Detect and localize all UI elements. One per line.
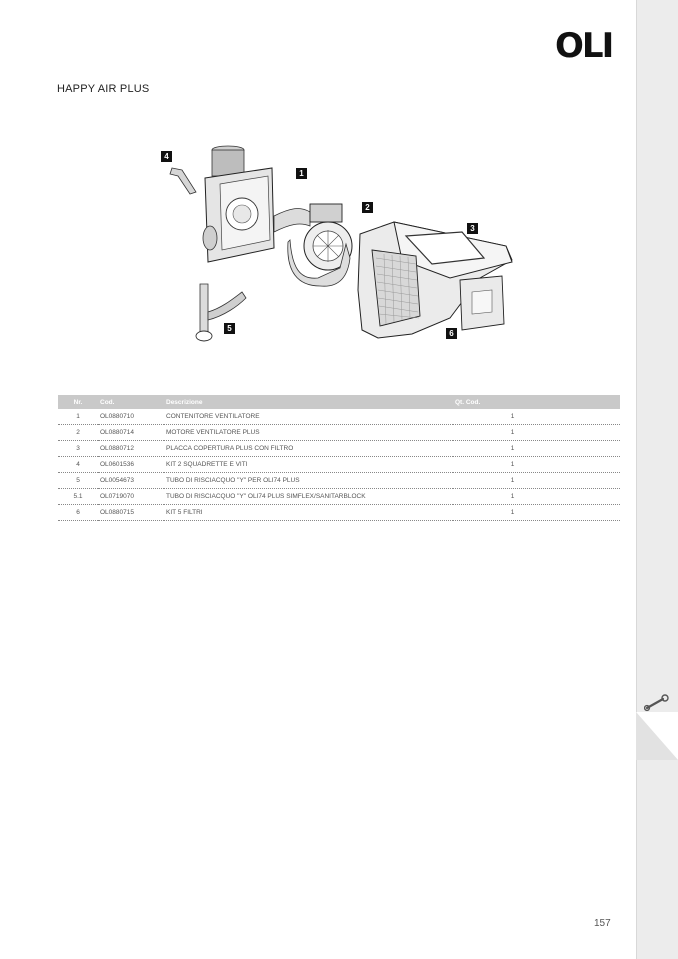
cell-nr: 5.1 — [58, 489, 98, 505]
cell-qt: 1 — [453, 425, 620, 441]
table-row — [58, 409, 620, 425]
cell-qt: 1 — [453, 409, 620, 425]
cell-cod: OL0880714 — [98, 425, 164, 441]
table-row — [58, 489, 620, 505]
cell-nr: 1 — [58, 409, 98, 425]
callout-4: 4 — [161, 151, 172, 162]
cell-cod: OL0719070 — [98, 489, 164, 505]
wrench-icon — [644, 694, 670, 712]
callout-3: 3 — [467, 223, 478, 234]
exploded-drawing — [150, 140, 530, 350]
callout-2: 2 — [362, 202, 373, 213]
table-row — [58, 505, 620, 521]
table-row — [58, 425, 620, 441]
cell-qt: 1 — [453, 457, 620, 473]
cell-cod: OL0880710 — [98, 409, 164, 425]
callout-5: 5 — [224, 323, 235, 334]
cell-desc: KIT 2 SQUADRETTE E VITI — [164, 457, 453, 473]
cell-cod: OL0880715 — [98, 505, 164, 521]
col-header-qt: Qt. Cod. — [453, 395, 620, 409]
col-header-desc: Descrizione — [164, 395, 453, 409]
col-header-nr: Nr. — [58, 395, 98, 409]
table-row — [58, 441, 620, 457]
callout-6: 6 — [446, 328, 457, 339]
table-row — [58, 473, 620, 489]
page-title: HAPPY AIR PLUS — [57, 83, 150, 95]
cell-desc: CONTENITORE VENTILATORE — [164, 409, 453, 425]
cell-nr: 2 — [58, 425, 98, 441]
cell-cod: OL0880712 — [98, 441, 164, 457]
parts-table — [58, 395, 620, 521]
cell-desc: TUBO DI RISCIACQUO "Y" PER OLI74 PLUS — [164, 473, 453, 489]
col-header-cod: Cod. — [98, 395, 164, 409]
exploded-diagram — [150, 140, 530, 350]
cell-desc: PLACCA COPERTURA PLUS CON FILTRO — [164, 441, 453, 457]
cell-cod: OL0054673 — [98, 473, 164, 489]
page-fold-corner — [636, 712, 678, 760]
cell-desc: KIT 5 FILTRI — [164, 505, 453, 521]
brand-logo: OLI — [555, 26, 613, 66]
cell-nr: 4 — [58, 457, 98, 473]
cell-desc: MOTORE VENTILATORE PLUS — [164, 425, 453, 441]
cell-nr: 5 — [58, 473, 98, 489]
cell-qt: 1 — [453, 473, 620, 489]
cell-qt: 1 — [453, 505, 620, 521]
callout-1: 1 — [296, 168, 307, 179]
table-header-row — [58, 395, 620, 409]
page-number: 157 — [594, 918, 611, 929]
cell-nr: 3 — [58, 441, 98, 457]
cell-nr: 6 — [58, 505, 98, 521]
cell-desc: TUBO DI RISCIACQUO "Y" OLI74 PLUS SIMFLEX/SANITARBLOCK — [164, 489, 453, 505]
cell-qt: 1 — [453, 441, 620, 457]
right-margin-band — [636, 0, 678, 959]
cell-qt: 1 — [453, 489, 620, 505]
cell-cod: OL0601536 — [98, 457, 164, 473]
table-row — [58, 457, 620, 473]
